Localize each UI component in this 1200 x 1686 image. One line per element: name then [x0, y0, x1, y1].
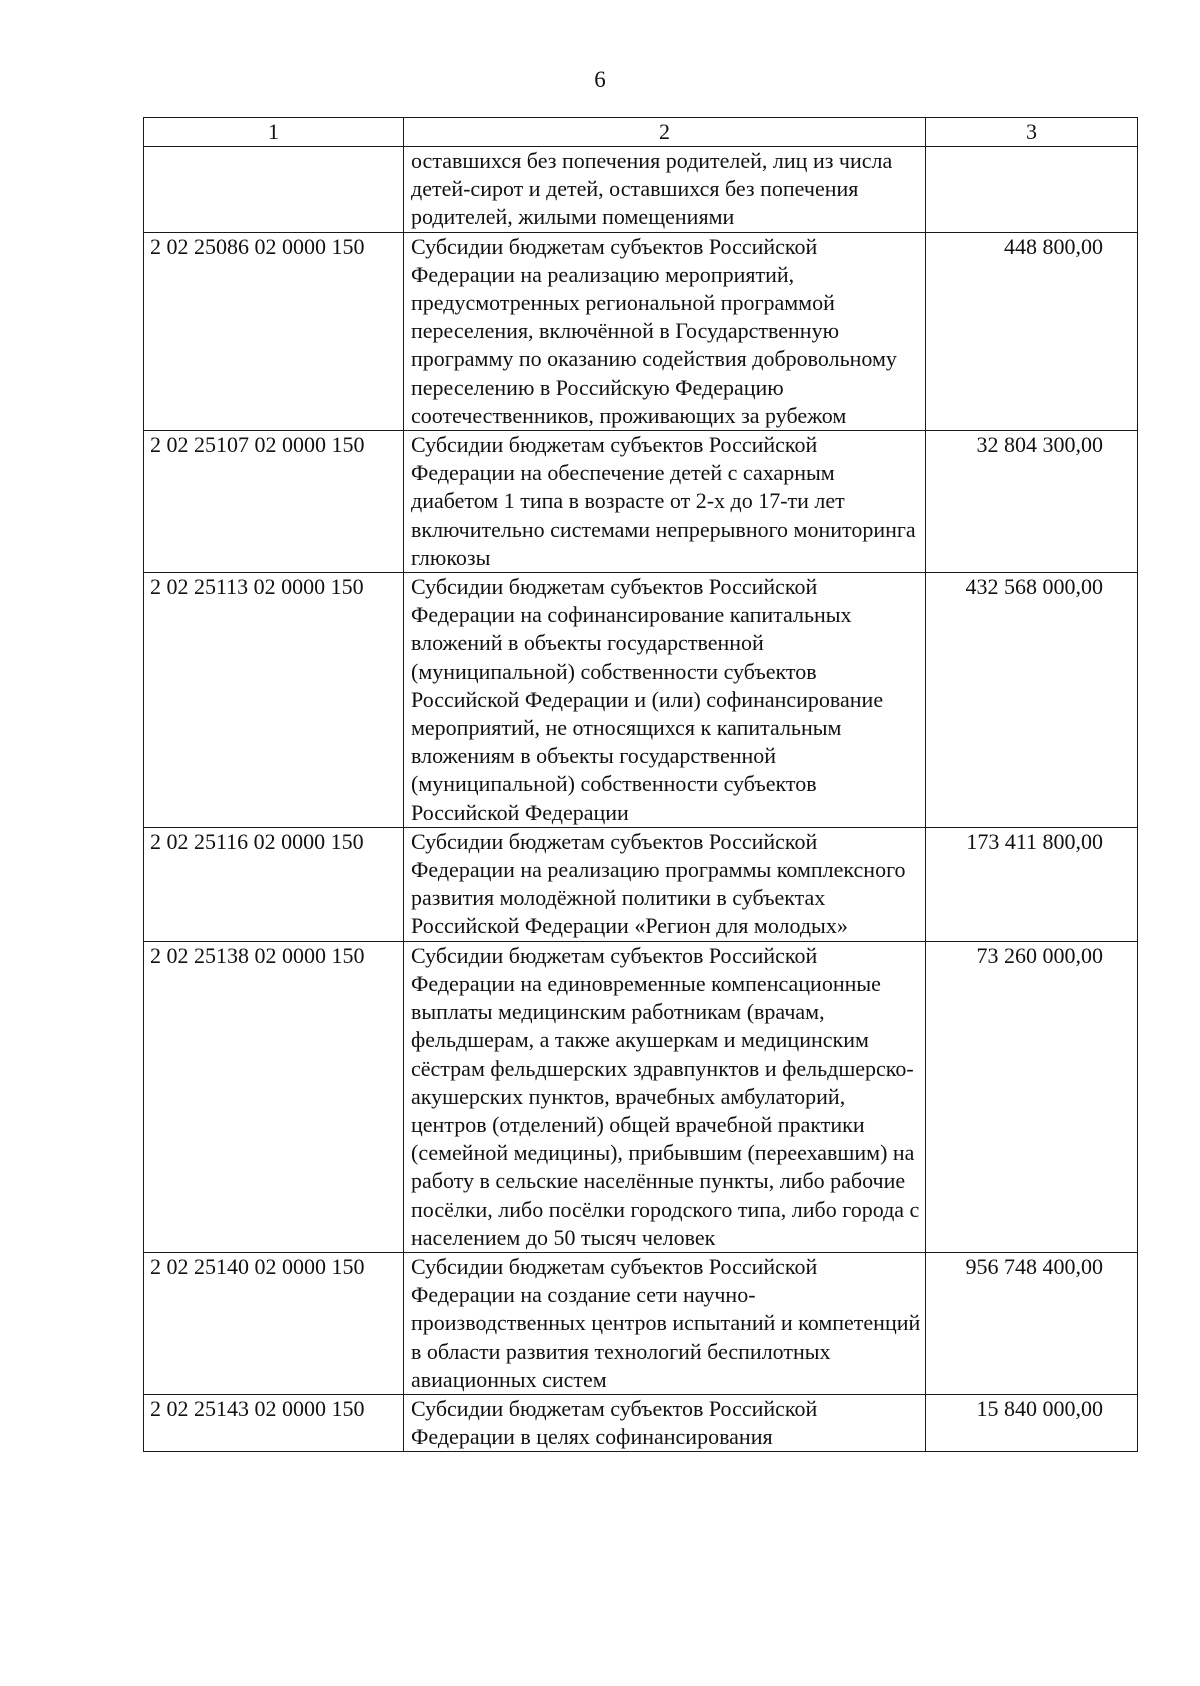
table-row — [144, 827, 1138, 941]
amount-cell: 73 260 000,00 — [926, 941, 1138, 1252]
header-cell-code: 1 — [144, 118, 404, 147]
description-cell: Субсидии бюджетам субъектов Российской Федерации на реализацию программы комплексного развития молодёжной политики в субъектах Российской Федерации «Регион для молодых» — [404, 827, 926, 941]
amount-cell: 15 840 000,00 — [926, 1394, 1138, 1451]
description-cell: Субсидии бюджетам субъектов Российской Федерации на реализацию мероприятий, предусмотренных региональной программой переселения, включённой в Государственную программу по оказанию содействия добровольному переселению в Российскую Федерацию соотечественников, проживающих за рубежом — [404, 232, 926, 430]
description-cell: Субсидии бюджетам субъектов Российской Федерации на обеспечение детей с сахарным диабетом 1 типа в возрасте от 2-х до 17-ти лет включительно системами непрерывного мониторинга глюкозы — [404, 431, 926, 573]
code-cell: 2 02 25116 02 0000 150 — [144, 827, 404, 941]
description-cell: Субсидии бюджетам субъектов Российской Федерации на создание сети научно-производственных центров испытаний и компетенций в области развития технологий беспилотных авиационных систем — [404, 1252, 926, 1394]
header-cell-amount: 3 — [926, 118, 1138, 147]
code-cell: 2 02 25107 02 0000 150 — [144, 431, 404, 573]
page-number: 6 — [594, 67, 606, 92]
code-cell — [144, 147, 404, 233]
amount-cell: 32 804 300,00 — [926, 431, 1138, 573]
code-cell: 2 02 25138 02 0000 150 — [144, 941, 404, 1252]
amount-cell: 956 748 400,00 — [926, 1252, 1138, 1394]
description-cell: Субсидии бюджетам субъектов Российской Федерации на единовременные компенсационные выплаты медицинским работникам (врачам, фельдшерам, а также акушеркам и медицинским сёстрам фельдшерских здравпунктов и фельдшерско-акушерских пунктов, врачебных амбулаторий, центров (отделений) общей врачебной практики (семейной медицины), прибывшим (переехавшим) на работу в сельские населённые пункты, либо рабочие посёлки, либо посёлки городского типа, либо города с населением до 50 тысяч человек — [404, 941, 926, 1252]
amount-cell: 448 800,00 — [926, 232, 1138, 430]
description-cell: Субсидии бюджетам субъектов Российской Федерации на софинансирование капитальных вложений в объекты государственной (муниципальной) собственности субъектов Российской Федерации и (или) софинансирование мероприятий, не относящихся к капитальным вложениям в объекты государственной (муниципальной) собственности субъектов Российской Федерации — [404, 573, 926, 828]
code-cell: 2 02 25143 02 0000 150 — [144, 1394, 404, 1451]
table-header-row — [144, 118, 1138, 147]
table-row — [144, 573, 1138, 828]
budget-table — [143, 117, 1138, 1452]
code-cell: 2 02 25140 02 0000 150 — [144, 1252, 404, 1394]
header-cell-description: 2 — [404, 118, 926, 147]
table-row — [144, 1252, 1138, 1394]
description-cell: оставшихся без попечения родителей, лиц из числа детей-сирот и детей, оставшихся без попечения родителей, жилыми помещениями — [404, 147, 926, 233]
description-cell: Субсидии бюджетам субъектов Российской Федерации в целях софинансирования — [404, 1394, 926, 1451]
code-cell: 2 02 25113 02 0000 150 — [144, 573, 404, 828]
table-row — [144, 232, 1138, 430]
amount-cell: 432 568 000,00 — [926, 573, 1138, 828]
table-row — [144, 941, 1138, 1252]
amount-cell — [926, 147, 1138, 233]
code-cell: 2 02 25086 02 0000 150 — [144, 232, 404, 430]
table-row — [144, 431, 1138, 573]
amount-cell: 173 411 800,00 — [926, 827, 1138, 941]
table-row — [144, 147, 1138, 233]
table-row — [144, 1394, 1138, 1451]
